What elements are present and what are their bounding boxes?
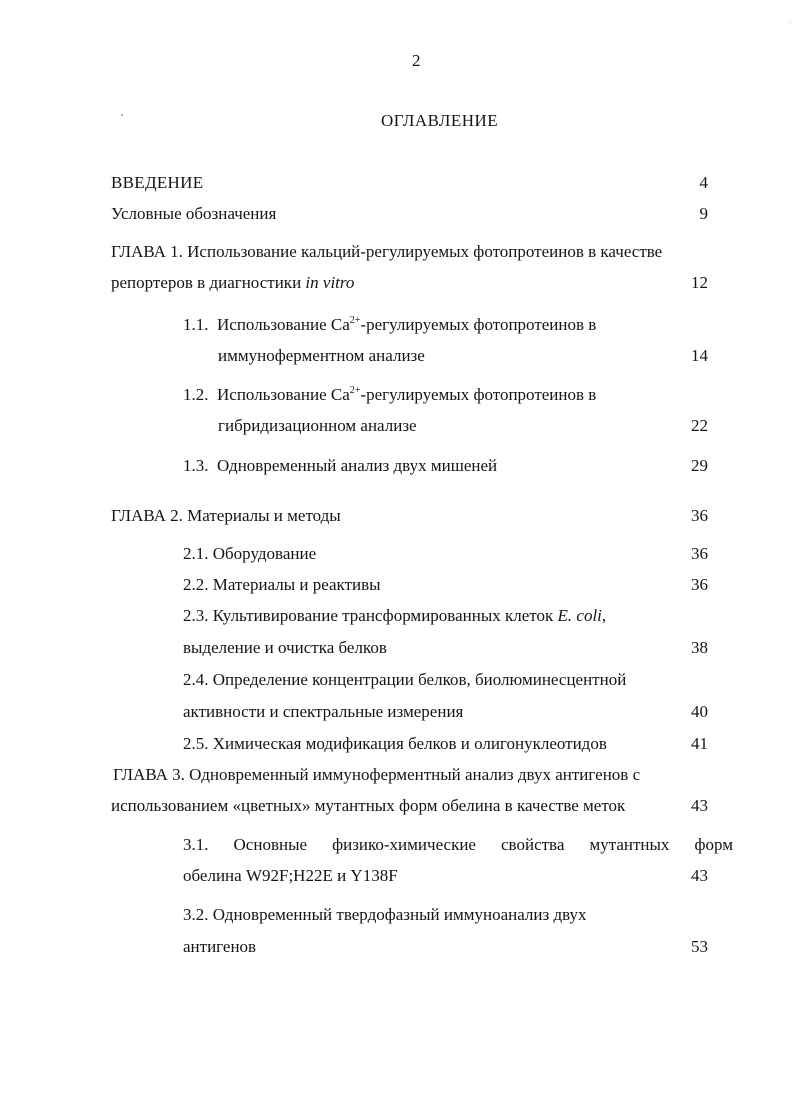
toc-s31-word: свойства bbox=[501, 835, 565, 854]
toc-s12-sup: 2+ bbox=[349, 385, 361, 396]
toc-s13-line[interactable] bbox=[183, 456, 497, 476]
toc-s24-line2[interactable]: активности и спектральные измерения bbox=[183, 702, 464, 721]
toc-s13-num: 1.3. bbox=[183, 456, 209, 475]
toc-s11-sup: 2+ bbox=[349, 315, 361, 326]
toc-s12-page: 22 bbox=[691, 416, 708, 435]
toc-ch3-line1[interactable]: ГЛАВА 3. Одновременный иммуноферментный анализ двух антигенов с bbox=[113, 765, 641, 784]
toc-s23-italic: E. coli bbox=[557, 606, 602, 625]
toc-s31-line2[interactable]: обелина W92F;H22E и Y138F bbox=[183, 866, 398, 885]
toc-ch1-line2[interactable] bbox=[111, 273, 354, 293]
toc-s21-label[interactable]: 2.1. Оборудование bbox=[183, 544, 317, 563]
toc-s11-line2[interactable]: иммуноферментном анализе bbox=[218, 346, 425, 365]
page-number: 2 bbox=[412, 51, 421, 70]
toc-s31-word: Основные bbox=[233, 835, 308, 854]
toc-ch1-line2-text: репортеров в диагностики bbox=[111, 273, 302, 292]
toc-s23-line2[interactable]: выделение и очистка белков bbox=[183, 638, 387, 657]
toc-s31-line1[interactable] bbox=[183, 835, 733, 855]
toc-intro-page: 4 bbox=[699, 173, 708, 192]
scan-speck bbox=[121, 114, 123, 116]
toc-s11-page: 14 bbox=[691, 346, 708, 365]
toc-ch3-page: 43 bbox=[691, 796, 708, 815]
toc-s22-label[interactable]: 2.2. Материалы и реактивы bbox=[183, 575, 381, 594]
toc-s32-line1[interactable]: 3.2. Одновременный твердофазный иммуноанализ двух bbox=[183, 905, 587, 924]
toc-s24-page: 40 bbox=[691, 702, 708, 721]
toc-s11-line1[interactable] bbox=[183, 315, 596, 338]
scan-speck bbox=[790, 22, 791, 23]
toc-s12-line2[interactable]: гибридизационном анализе bbox=[218, 416, 417, 435]
toc-s25-label[interactable]: 2.5. Химическая модификация белков и олигонуклеотидов bbox=[183, 734, 607, 753]
toc-s23-line1[interactable] bbox=[183, 606, 606, 626]
toc-s13-label: Одновременный анализ двух мишеней bbox=[217, 456, 498, 475]
toc-ch1-line1[interactable]: ГЛАВА 1. Использование кальций-регулируемых фотопротеинов в качестве bbox=[111, 242, 663, 261]
toc-intro-label[interactable]: ВВЕДЕНИЕ bbox=[111, 173, 204, 192]
toc-s31-word: 3.1. bbox=[183, 835, 209, 854]
toc-s24-line1[interactable]: 2.4. Определение концентрации белков, биолюминесцентной bbox=[183, 670, 627, 689]
toc-s11-num: 1.1. bbox=[183, 315, 209, 334]
toc-abbrev-label[interactable]: Условные обозначения bbox=[111, 204, 277, 223]
toc-s23-page: 38 bbox=[691, 638, 708, 657]
toc-ch1-page: 12 bbox=[691, 273, 708, 292]
toc-ch2-page: 36 bbox=[691, 506, 708, 525]
toc-s31-word: физико-химические bbox=[332, 835, 476, 854]
toc-s32-page: 53 bbox=[691, 937, 708, 956]
toc-ch1-line2-italic: in vitro bbox=[305, 273, 355, 292]
toc-s12-num: 1.2. bbox=[183, 385, 209, 404]
toc-s12-line1[interactable] bbox=[183, 385, 596, 408]
toc-s25-page: 41 bbox=[691, 734, 708, 753]
toc-s31-word: мутантных bbox=[589, 835, 670, 854]
toc-abbrev-page: 9 bbox=[699, 204, 708, 223]
toc-s12-pre: Использование Ca bbox=[217, 385, 350, 404]
toc-s11-pre: Использование Ca bbox=[217, 315, 350, 334]
toc-s21-page: 36 bbox=[691, 544, 708, 563]
toc-s22-page: 36 bbox=[691, 575, 708, 594]
toc-s31-page: 43 bbox=[691, 866, 708, 885]
toc-s31-word: форм bbox=[694, 835, 733, 854]
toc-ch2-label[interactable]: ГЛАВА 2. Материалы и методы bbox=[111, 506, 341, 525]
toc-s12-post: -регулируемых фотопротеинов в bbox=[360, 385, 597, 404]
toc-s23-pre: 2.3. Культивирование трансформированных клеток bbox=[183, 606, 554, 625]
toc-s23-post: , bbox=[601, 606, 607, 625]
toc-s32-line2[interactable]: антигенов bbox=[183, 937, 257, 956]
toc-s11-post: -регулируемых фотопротеинов в bbox=[360, 315, 597, 334]
page-title: ОГЛАВЛЕНИЕ bbox=[381, 111, 499, 130]
toc-ch3-line2[interactable]: использованием «цветных» мутантных форм обелина в качестве меток bbox=[111, 796, 626, 815]
toc-s13-page: 29 bbox=[691, 456, 708, 475]
